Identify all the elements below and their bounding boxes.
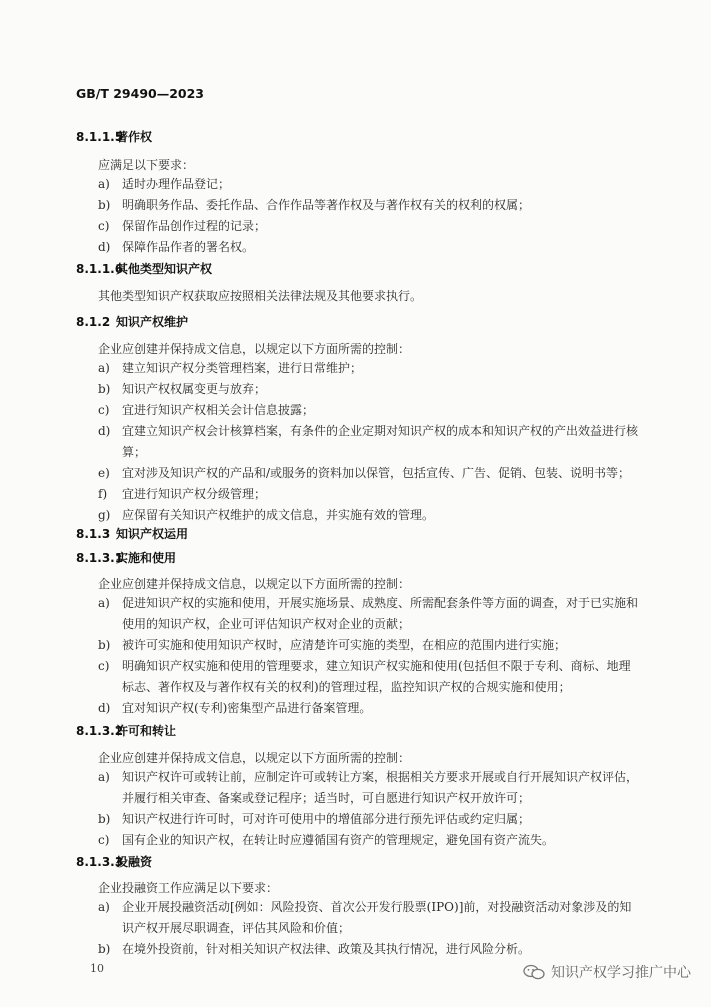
list-marker: d) (98, 424, 111, 438)
list-text: 明确职务作品、委托作品、合作作品等著作权及与著作权有关的权利的权属； (122, 198, 531, 212)
list-marker: g) (98, 508, 111, 522)
section-intro: 企业应创建并保持成文信息，以规定以下方面所需的控制： (98, 342, 411, 356)
page-number: 10 (90, 962, 104, 975)
list-marker: a) (98, 900, 110, 914)
list-marker: a) (98, 177, 110, 191)
list-marker: a) (98, 596, 110, 610)
section-title: 许可和转让 (116, 724, 177, 738)
list-item (98, 939, 638, 960)
list-marker: d) (98, 701, 111, 715)
section-number: 8.1.3.3 (76, 855, 124, 869)
list-text: 建立知识产权分类管理档案，进行日常维护； (122, 361, 363, 375)
list-item (98, 421, 638, 463)
list-text: 知识产权权属变更与放弃； (122, 382, 267, 396)
section-heading (76, 853, 152, 870)
list-item (98, 379, 638, 400)
list-item (98, 216, 638, 237)
list-text: 宜进行知识产权分级管理； (122, 487, 267, 501)
list-item (98, 484, 638, 505)
list-item (98, 174, 638, 195)
list-marker: b) (98, 942, 111, 956)
list-marker: c) (98, 219, 110, 233)
section-heading (76, 722, 176, 739)
section-title: 其他类型知识产权 (116, 262, 213, 276)
list-item (98, 593, 638, 635)
list-text: 促进知识产权的实施和使用，开展实施场景、成熟度、所需配套条件等方面的调查，对于已实施和使用的知识产权，企业可评估知识产权对企业的贡献； (122, 596, 639, 631)
list-item (98, 830, 638, 851)
section-title: 知识产权运用 (116, 527, 189, 541)
section-heading (76, 128, 152, 145)
section-intro: 企业应创建并保持成文信息，以规定以下方面所需的控制： (98, 577, 411, 591)
section-number: 8.1.3.2 (76, 724, 124, 738)
list-item (98, 698, 638, 719)
list-item (98, 505, 638, 526)
list-item (98, 358, 638, 379)
list-text: 在境外投资前，针对相关知识产权法律、政策及其执行情况，进行风险分析。 (122, 942, 531, 956)
section-heading (76, 525, 188, 542)
list-text: 明确知识产权实施和使用的管理要求，建立知识产权实施和使用(包括但不限于专利、商标、地理标志、著作权及与著作权有关的权利)的管理过程，监控知识产权的合规实施和使用； (122, 659, 631, 694)
list-item (98, 767, 638, 809)
list-text: 国有企业的知识产权，在转让时应遵循国有资产的管理规定，避免国有资产流失。 (122, 833, 555, 847)
section-intro: 企业应创建并保持成文信息，以规定以下方面所需的控制： (98, 751, 411, 765)
section-intro: 其他类型知识产权获取应按照相关法律法规及其他要求执行。 (98, 289, 423, 303)
list-item (98, 400, 638, 421)
wechat-icon (523, 964, 545, 980)
list-text: 知识产权许可或转让前，应制定许可或转让方案，根据相关方要求开展或自行开展知识产权评估，并履行相关审查、备案或登记程序；适当时，可自愿进行知识产权开放许可； (122, 770, 639, 805)
section-number: 8.1.2 (76, 315, 111, 329)
list-marker: f) (98, 487, 108, 501)
list-text: 知识产权进行许可时，可对许可使用中的增值部分进行预先评估或约定归属； (122, 812, 531, 826)
list-text: 保障作品作者的署名权。 (122, 240, 255, 254)
section-intro: 企业投融资工作应满足以下要求： (98, 881, 279, 895)
list-item (98, 635, 638, 656)
watermark-text: 知识产权学习推广中心 (551, 965, 691, 981)
section-title: 著作权 (116, 130, 153, 144)
list-text: 宜进行知识产权相关会计信息披露； (122, 403, 315, 417)
section-heading (76, 260, 212, 277)
list-marker: c) (98, 833, 110, 847)
watermark (523, 962, 691, 982)
section-title: 实施和使用 (116, 551, 177, 565)
list-text: 宜对知识产权(专利)密集型产品进行备案管理。 (122, 701, 372, 715)
list-marker: b) (98, 382, 111, 396)
list-marker: b) (98, 198, 111, 212)
list-marker: a) (98, 770, 110, 784)
list-marker: b) (98, 812, 111, 826)
list-marker: d) (98, 240, 111, 254)
section-title: 知识产权维护 (116, 315, 189, 329)
list-marker: e) (98, 466, 110, 480)
section-number: 8.1.1.5 (76, 130, 124, 144)
list-item (98, 897, 638, 939)
section-heading (76, 549, 176, 566)
list-text: 宜建立知识产权会计核算档案，有条件的企业定期对知识产权的成本和知识产权的产出效益进行核算； (122, 424, 639, 459)
list-marker: a) (98, 361, 110, 375)
list-text: 企业开展投融资活动[例如：风险投资、首次公开发行股票(IPO)]前，对投融资活动对象涉及的知识产权开展尽职调查，评估其风险和价值； (122, 900, 632, 935)
list-marker: c) (98, 659, 110, 673)
section-number: 8.1.3 (76, 527, 111, 541)
list-text: 应保留有关知识产权维护的成文信息，并实施有效的管理。 (122, 508, 435, 522)
list-text: 被许可实施和使用知识产权时，应清楚许可实施的类型，在相应的范围内进行实施； (122, 638, 567, 652)
section-number: 8.1.3.1 (76, 551, 124, 565)
section-heading (76, 313, 188, 330)
list-text: 适时办理作品登记； (122, 177, 231, 191)
section-title: 投融资 (116, 855, 153, 869)
list-item (98, 809, 638, 830)
document-id: GB/T 29490—2023 (76, 86, 205, 101)
section-number: 8.1.1.6 (76, 262, 124, 276)
list-item (98, 656, 638, 698)
list-marker: c) (98, 403, 110, 417)
list-item (98, 463, 638, 484)
list-item (98, 237, 638, 258)
section-intro: 应满足以下要求： (98, 158, 195, 172)
list-text: 保留作品创作过程的记录； (122, 219, 267, 233)
list-item (98, 195, 638, 216)
list-text: 宜对涉及知识产权的产品和/或服务的资料加以保管，包括宣传、广告、促销、包装、说明书等； (122, 466, 631, 480)
list-marker: b) (98, 638, 111, 652)
